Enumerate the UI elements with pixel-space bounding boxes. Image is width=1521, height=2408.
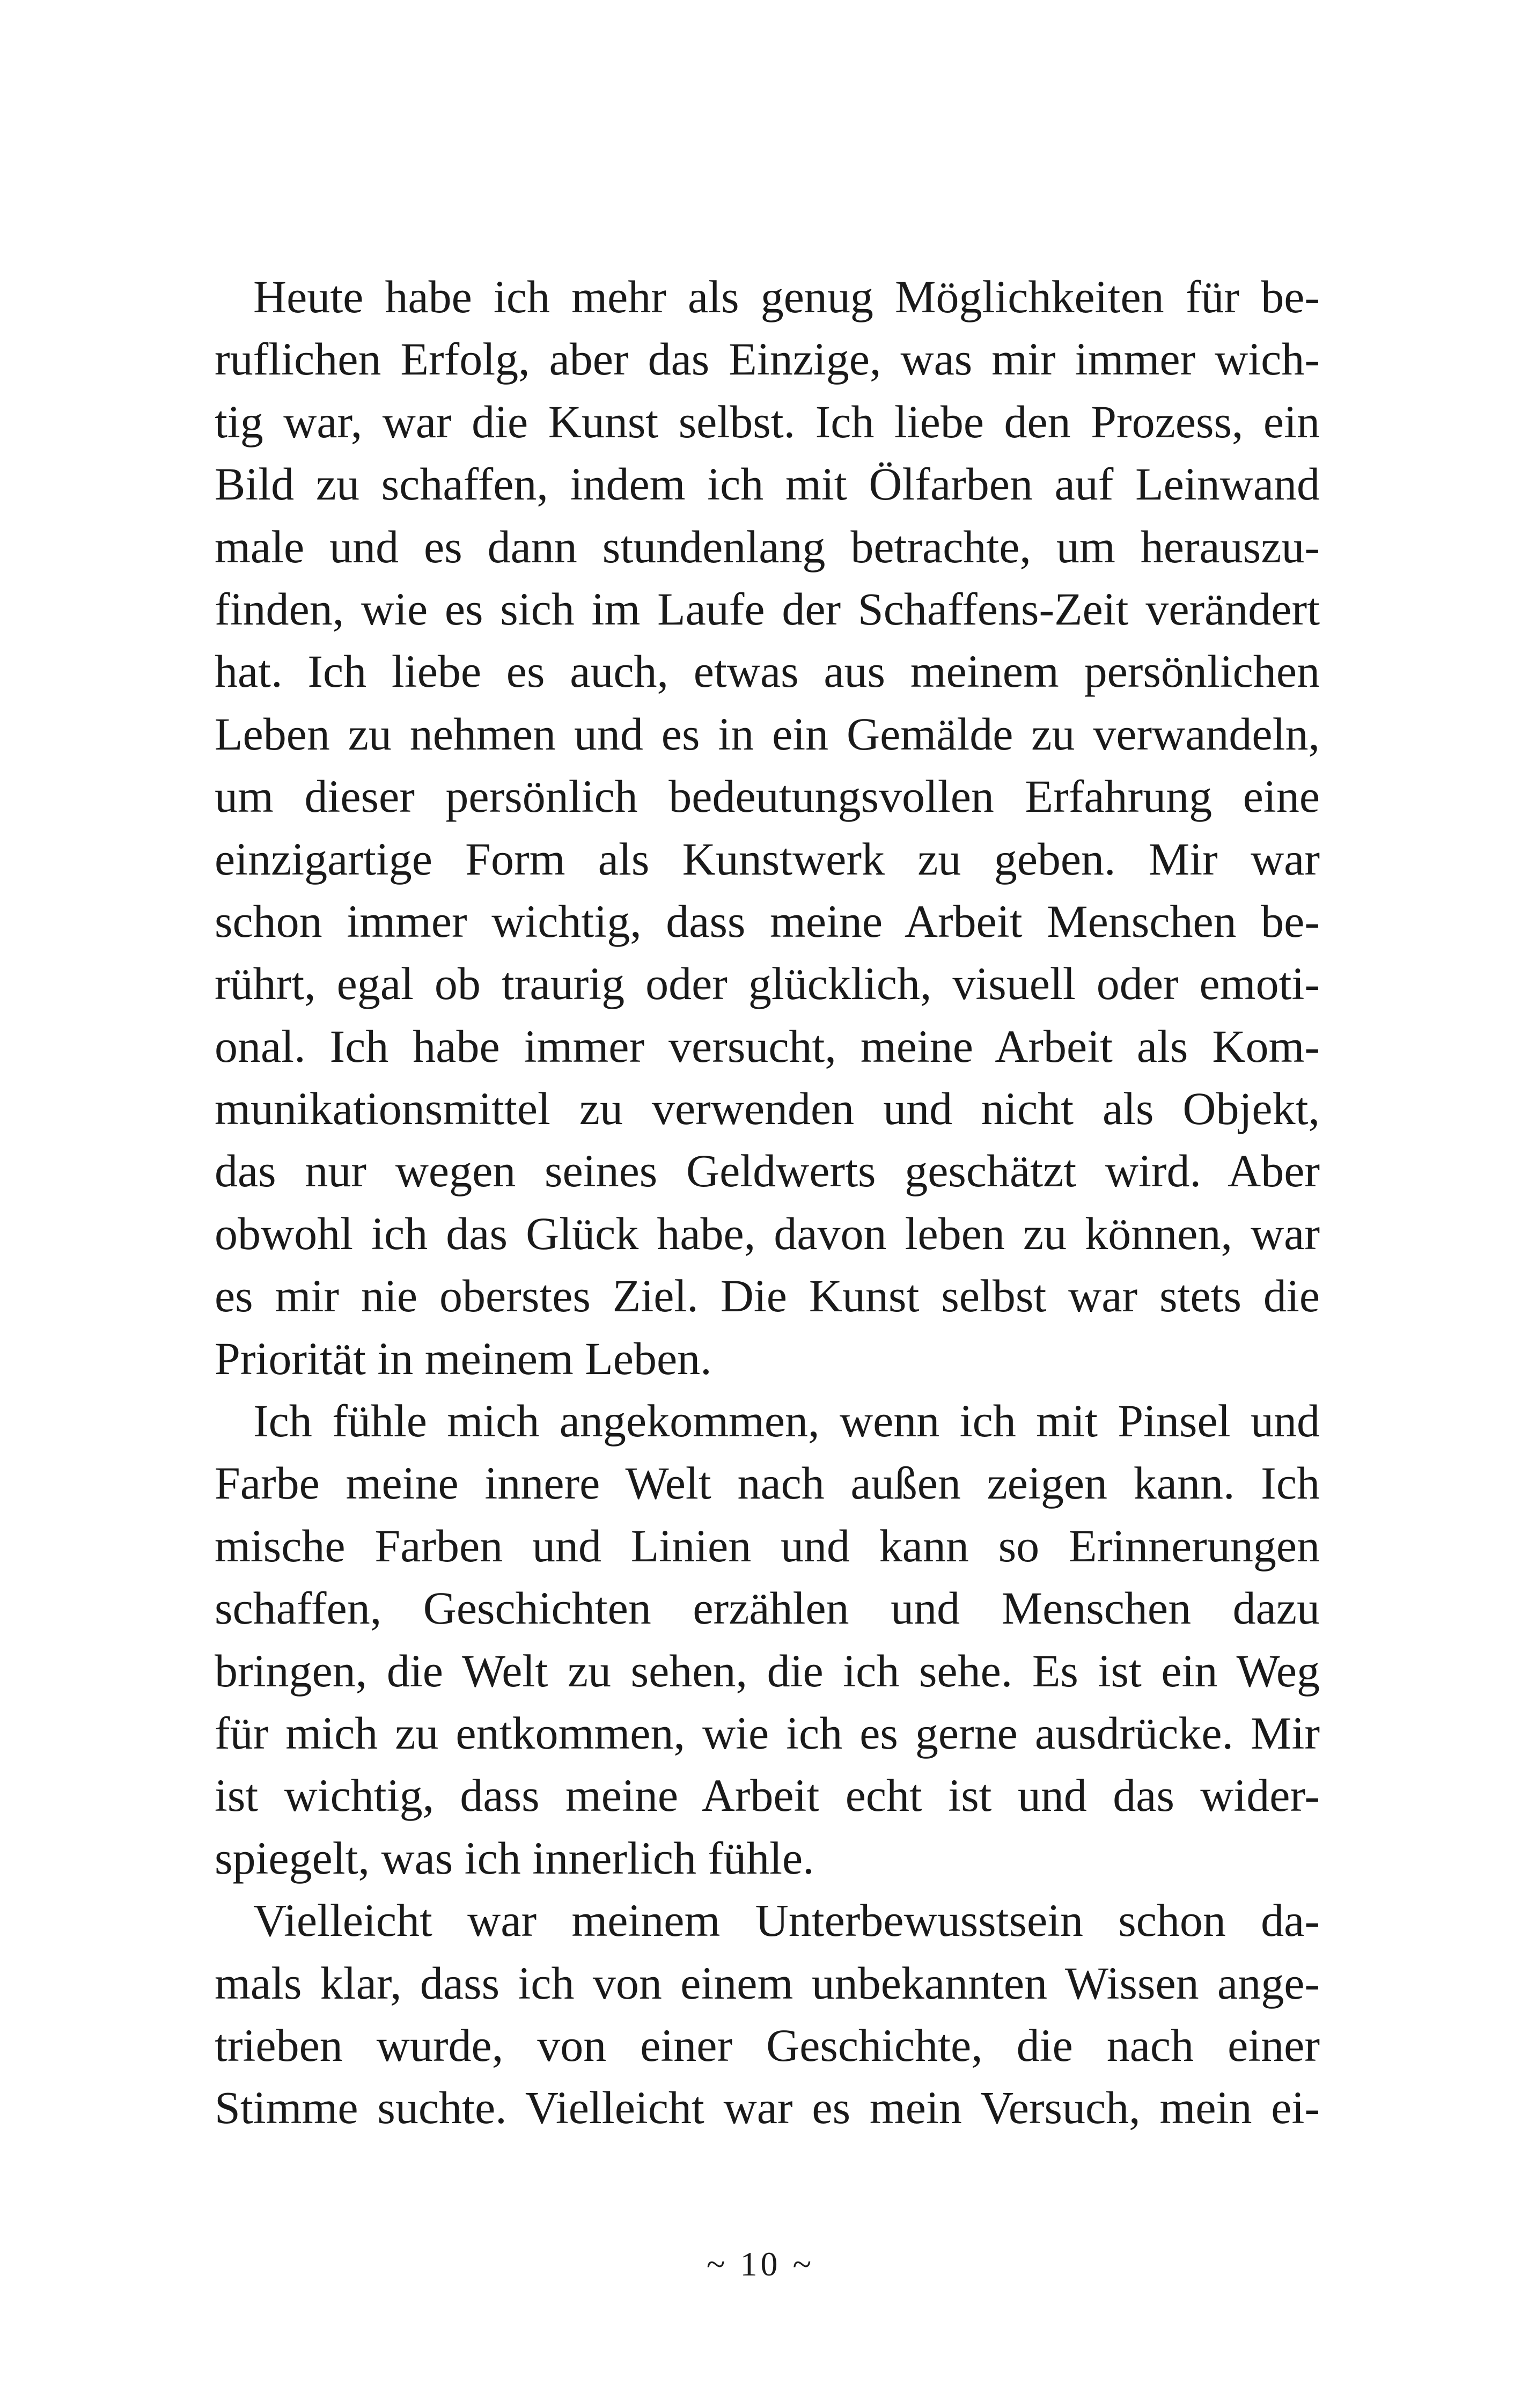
text-line: das nur wegen seines Geldwerts geschätzt wird. Aber (215, 1145, 1320, 1197)
text-line: hat. Ich liebe es auch, etwas aus meinem persönlichen (215, 645, 1320, 698)
text-line: obwohl ich das Glück habe, davon leben zu können, war (215, 1207, 1320, 1259)
text-line: trieben wurde, von einer Geschichte, die nach einer (215, 2019, 1320, 2071)
text-line: male und es dann stundenlang betrachte, um herauszu- (215, 520, 1320, 572)
text-line: bringen, die Welt zu sehen, die ich sehe. Es ist ein Weg (215, 1645, 1320, 1697)
text-line: schaffen, Geschichten erzählen und Menschen dazu (215, 1582, 1320, 1634)
text-line: Ich fühle mich angekommen, wenn ich mit Pinsel und (253, 1395, 1320, 1447)
text-line: Leben zu nehmen und es in ein Gemälde zu verwandeln, (215, 708, 1320, 760)
text-line: ist wichtig, dass meine Arbeit echt ist und das wider- (215, 1770, 1320, 1822)
paragraph (215, 1889, 1320, 2139)
text-line: Heute habe ich mehr als genug Möglichkeiten für be- (253, 271, 1320, 322)
text-line: es mir nie oberstes Ziel. Die Kunst selbst war stets die (215, 1270, 1320, 1322)
text-line: einzigartige Form als Kunstwerk zu geben. Mir war (215, 833, 1320, 885)
paragraph (215, 266, 1320, 1390)
text-line: ruflichen Erfolg, aber das Einzige, was mir immer wich- (215, 333, 1320, 385)
text-line: finden, wie es sich im Laufe der Schaffens-Zeit verändert (215, 583, 1320, 635)
paragraph (215, 1390, 1320, 1889)
text-line: mische Farben und Linien und kann so Erinnerungen (215, 1519, 1320, 1572)
text-line: für mich zu entkommen, wie ich es gerne ausdrücke. Mir (215, 1707, 1320, 1759)
text-line: Farbe meine innere Welt nach außen zeigen kann. Ich (215, 1457, 1320, 1509)
text-line: um dieser persönlich bedeutungsvollen Erfahrung eine (215, 770, 1320, 823)
text-line: spiegelt, was ich innerlich fühle. (215, 1832, 814, 1884)
text-line: schon immer wichtig, dass meine Arbeit Menschen be- (215, 895, 1320, 947)
text-line: rührt, egal ob traurig oder glücklich, visuell oder emoti- (215, 958, 1320, 1010)
text-line: Vielleicht war meinem Unterbewusstsein schon da- (253, 1895, 1320, 1947)
body-text (215, 266, 1320, 2139)
text-line: Priorität in meinem Leben. (215, 1332, 712, 1384)
text-line: munikationsmittel zu verwenden und nicht als Objekt, (215, 1083, 1320, 1135)
text-line: onal. Ich habe immer versucht, meine Arbeit als Kom- (215, 1020, 1320, 1072)
text-line: mals klar, dass ich von einem unbekannten Wissen ange- (215, 1957, 1320, 2009)
page-number: ~ 10 ~ (706, 2245, 815, 2283)
text-line: Bild zu schaffen, indem ich mit Ölfarben auf Leinwand (215, 458, 1320, 510)
text-line: tig war, war die Kunst selbst. Ich liebe den Prozess, ein (215, 395, 1320, 447)
text-line: Stimme suchte. Vielleicht war es mein Versuch, mein ei- (215, 2082, 1320, 2134)
